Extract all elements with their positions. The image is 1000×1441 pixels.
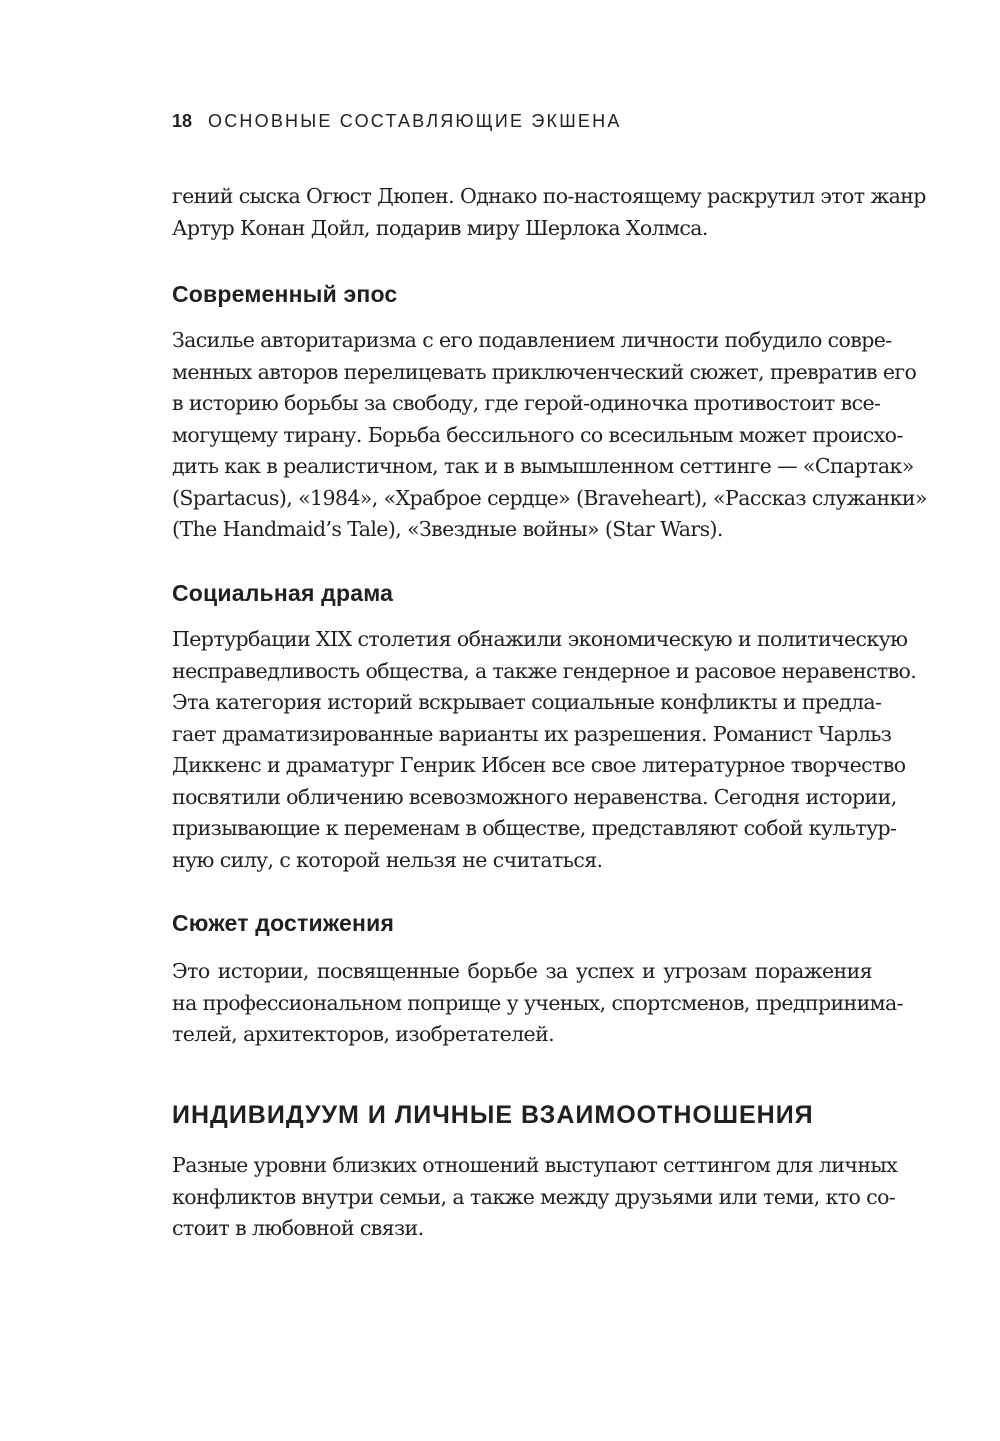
text-line: на профессиональном поприще у ученых, спортсменов, предпринима- (172, 990, 903, 1015)
running-head (172, 111, 622, 132)
paragraph-relationships (172, 1150, 898, 1245)
text-line: призывающие к переменам в обществе, представляют собой культур- (172, 816, 897, 840)
intro-paragraph (172, 181, 926, 244)
text-line: (Spartacus), «1984», «Храброе сердце» (Braveheart), «Рассказ служанки» (172, 485, 927, 510)
text-line: стоит в любовной связи. (172, 1216, 424, 1240)
text-line: Эта категория историй вскрывает социальные конфликты и предла- (172, 690, 882, 714)
text-line: несправедливость общества, а также гендерное и расовое неравенство. (172, 658, 917, 683)
text-line: Разные уровни близких отношений выступают сеттингом для личных (172, 1153, 898, 1177)
subheading-modern-epic: Современный эпос (172, 281, 398, 307)
paragraph-achievement-plot (172, 956, 903, 1051)
section-heading-relationships: ИНДИВИДУУМ И ЛИЧНЫЕ ВЗАИМООТНОШЕНИЯ (172, 1101, 814, 1129)
running-head-title: ОСНОВНЫЕ СОСТАВЛЯЮЩИЕ ЭКШЕНА (208, 111, 622, 131)
text-line: в историю борьбы за свободу, где герой-одиночка противостоит все- (172, 391, 881, 415)
text-line: посвятили обличению всевозможного неравенства. Сегодня истории, (172, 784, 897, 809)
text-line: Пертурбации XIX столетия обнажили экономическую и политическую (172, 627, 908, 651)
text-line: менных авторов перелицевать приключенческий сюжет, превратив его (172, 359, 917, 384)
text-line: (The Handmaid’s Tale), «Звездные войны» (Star Wars). (172, 517, 723, 541)
subheading-achievement-plot: Сюжет достижения (172, 910, 395, 936)
text-line: дить как в реалистичном, так и в вымышленном сеттинге — «Спартак» (172, 454, 914, 478)
text-line: ную силу, с которой нельзя не считаться. (172, 847, 603, 872)
text-line: Артур Конан Дойл, подарив миру Шерлока Холмса. (172, 215, 708, 240)
text-line: гений сыска Огюст Дюпен. Однако по-настоящему раскрутил этот жанр (172, 184, 926, 208)
paragraph-modern-epic (172, 325, 927, 546)
paragraph-social-drama (172, 624, 917, 876)
subheading-social-drama: Социальная драма (172, 580, 394, 606)
page-number: 18 (172, 111, 193, 131)
text-line: гает драматизированные варианты их разрешения. Романист Чарльз (172, 721, 892, 746)
text-line: Засилье авторитаризма с его подавлением личности побудило совре- (172, 328, 892, 352)
text-line: телей, архитекторов, изобретателей. (172, 1022, 555, 1046)
text-line: Это истории, посвященные борьбе за успех и угрозам поражения (172, 959, 872, 983)
text-line: могущему тирану. Борьба бессильного со всесильным может происхо- (172, 422, 903, 447)
text-line: конфликтов внутри семьи, а также между друзьями или теми, кто со- (172, 1184, 896, 1209)
text-line: Диккенс и драматург Генрик Ибсен все свое литературное творчество (172, 753, 906, 777)
